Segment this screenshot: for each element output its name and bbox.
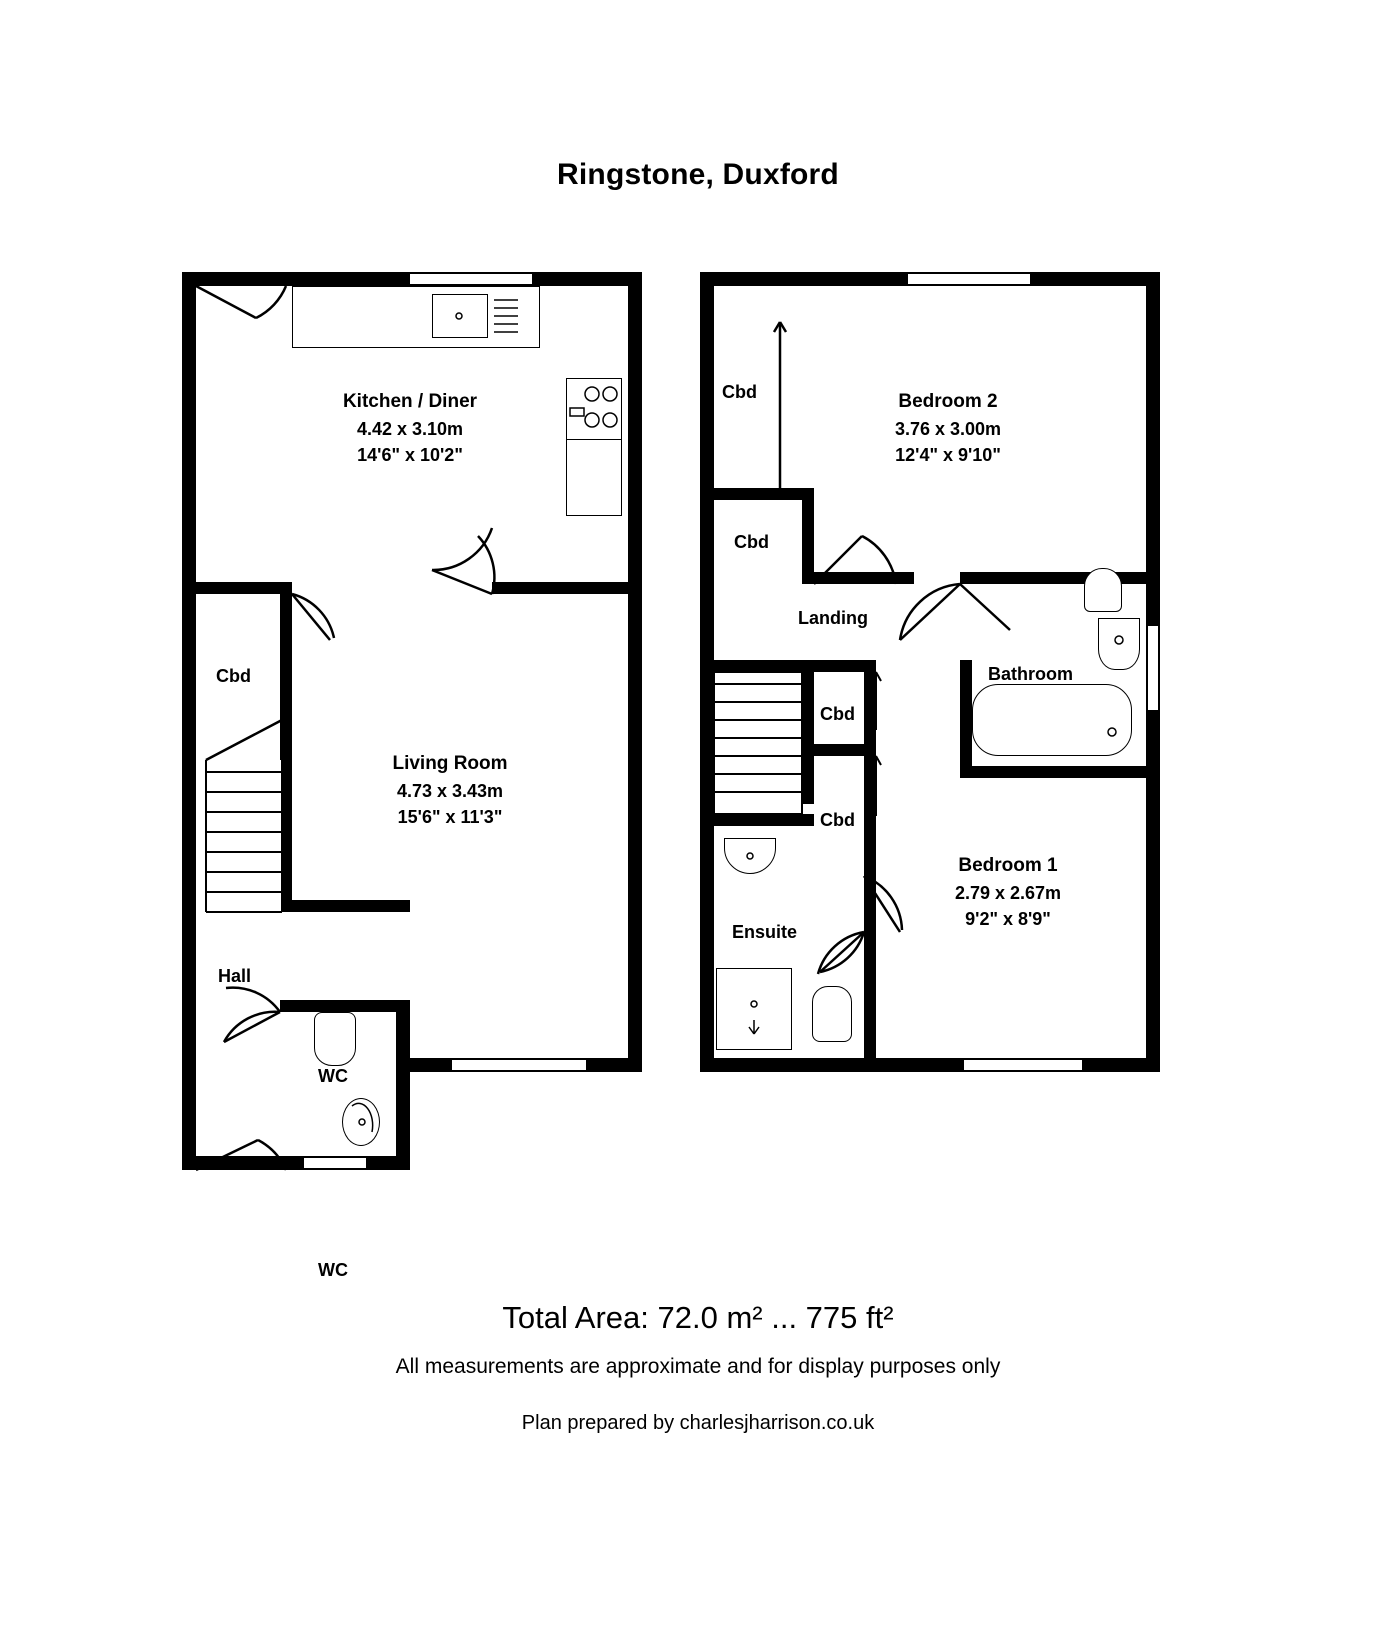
disclaimer-text: All measurements are approximate and for display purposes only bbox=[395, 1355, 1001, 1378]
bedroom2-name: Bedroom 2 bbox=[898, 391, 998, 412]
room-label-bedroom-2 bbox=[828, 388, 1068, 468]
living-room-name: Living Room bbox=[392, 753, 508, 774]
page-title: Ringstone, Duxford bbox=[557, 158, 839, 191]
bedroom1-metric: 2.79 x 2.67m bbox=[954, 882, 1062, 903]
bedroom2-imperial: 12'4" x 9'10" bbox=[895, 444, 1001, 465]
label-wc-fixed: WC bbox=[318, 1066, 348, 1086]
living-room-metric: 4.73 x 3.43m bbox=[396, 780, 504, 801]
label-cbd-top: Cbd bbox=[722, 382, 757, 402]
kitchen-diner-name: Kitchen / Diner bbox=[342, 391, 478, 412]
room-label-living-room bbox=[310, 750, 590, 830]
living-room-imperial: 15'6" x 11'3" bbox=[397, 806, 503, 827]
label-cbd-ground: Cbd bbox=[216, 666, 251, 686]
label-landing: Landing bbox=[798, 608, 868, 628]
bedroom1-imperial: 9'2" x 8'9" bbox=[965, 908, 1051, 929]
room-label-kitchen-diner bbox=[250, 388, 570, 468]
floorplan-canvas bbox=[0, 260, 1396, 1280]
label-cbd-stair-lower: Cbd bbox=[820, 810, 855, 830]
total-area-text: Total Area: 72.0 m² ... 775 ft² bbox=[502, 1300, 894, 1335]
label-cbd-landing: Cbd bbox=[734, 532, 769, 552]
room-label-bedroom-1 bbox=[888, 852, 1128, 932]
credit-text: Plan prepared by charlesjharrison.co.uk bbox=[521, 1412, 875, 1434]
kitchen-diner-metric: 4.42 x 3.10m bbox=[356, 418, 464, 439]
label-wc: WC bbox=[318, 1260, 348, 1280]
plan-detail-overlay bbox=[0, 260, 1396, 1180]
bedroom1-name: Bedroom 1 bbox=[958, 855, 1058, 876]
label-bathroom: Bathroom bbox=[988, 664, 1073, 684]
label-hall: Hall bbox=[218, 966, 252, 986]
label-ensuite: Ensuite bbox=[732, 922, 798, 942]
kitchen-diner-imperial: 14'6" x 10'2" bbox=[357, 444, 463, 465]
bedroom2-metric: 3.76 x 3.00m bbox=[894, 418, 1002, 439]
label-cbd-stair-upper: Cbd bbox=[820, 704, 855, 724]
